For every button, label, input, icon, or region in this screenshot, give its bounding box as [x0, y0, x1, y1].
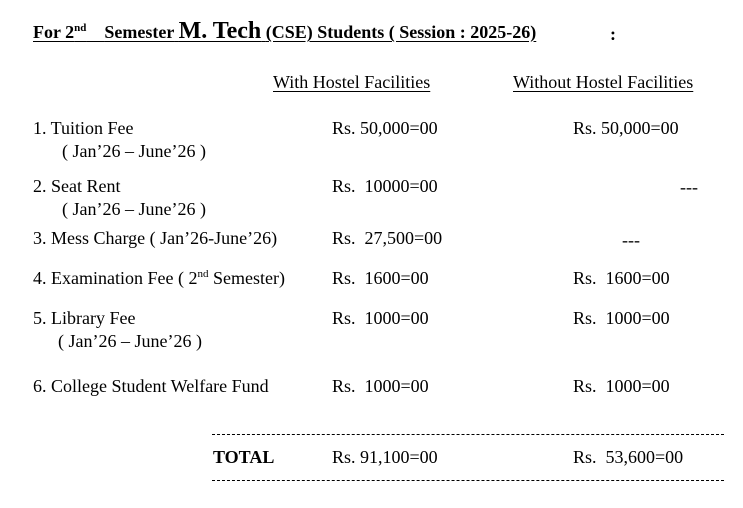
title-prefix: For 2 [33, 22, 75, 42]
row-with-hostel-amount: Rs. 10000=00 [332, 176, 438, 196]
column-header-without-hostel: Without Hostel Facilities [513, 72, 694, 92]
title-semester: Semester [104, 22, 175, 42]
row-with-hostel-amount: Rs. 1600=00 [332, 268, 429, 288]
total-label: TOTAL [213, 447, 275, 467]
row-label: 2. Seat Rent [33, 176, 121, 196]
row-without-hostel-amount: Rs. 1000=00 [573, 376, 670, 396]
row-with-hostel-amount: Rs. 27,500=00 [332, 228, 443, 248]
row-with-hostel-amount: Rs. 1000=00 [332, 376, 429, 396]
row-label: 1. Tuition Fee [33, 118, 134, 138]
total-with-hostel-amount: Rs. 91,100=00 [332, 447, 438, 467]
column-header-with-hostel: With Hostel Facilities [273, 72, 431, 92]
row-with-hostel-amount: Rs. 50,000=00 [332, 118, 438, 138]
row-label: 3. Mess Charge ( Jan’26-June’26) [33, 228, 278, 248]
title-colon: : [610, 24, 616, 44]
row-without-hostel-amount: --- [680, 177, 698, 197]
row-sublabel: ( Jan’26 – June’26 ) [62, 141, 206, 161]
row-label: 6. College Student Welfare Fund [33, 376, 269, 396]
row-sublabel: ( Jan’26 – June’26 ) [62, 199, 206, 219]
row-label: 5. Library Fee [33, 308, 136, 328]
row-without-hostel-amount: Rs. 50,000=00 [573, 118, 679, 138]
row-without-hostel-amount: Rs. 1600=00 [573, 268, 670, 288]
row-without-hostel-amount: --- [622, 230, 640, 250]
title-prefix-sup: nd [74, 22, 87, 34]
divider-top [212, 434, 724, 435]
row-label: 4. Examination Fee ( 2nd Semester) [33, 268, 285, 288]
divider-bottom [212, 480, 724, 481]
title-rest: (CSE) Students ( Session : 2025-26) [265, 22, 537, 42]
row-with-hostel-amount: Rs. 1000=00 [332, 308, 429, 328]
page-title [33, 18, 536, 45]
total-without-hostel-amount: Rs. 53,600=00 [573, 447, 684, 467]
row-sublabel: ( Jan’26 – June’26 ) [58, 331, 202, 351]
row-without-hostel-amount: Rs. 1000=00 [573, 308, 670, 328]
title-program: M. Tech [178, 18, 262, 44]
